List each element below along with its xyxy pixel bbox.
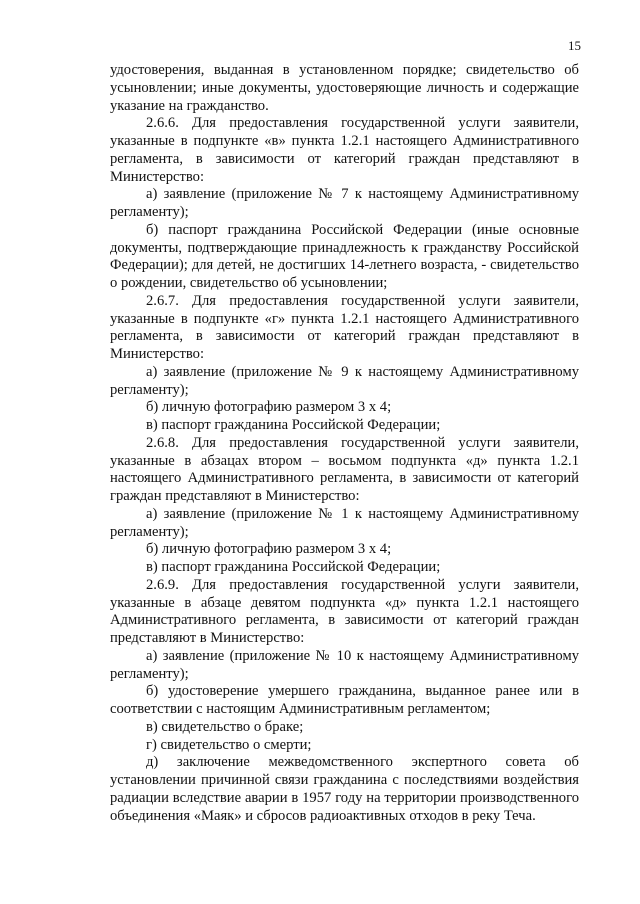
list-item-c: в) паспорт гражданина Российской Федерации; (146, 417, 441, 433)
document-body (110, 62, 579, 825)
list-item-d: г) свидетельство о смерти; (146, 736, 312, 753)
paragraph-2-6-9: 2.6.9. Для предоставления государственной услуги заявители, указанные в абзаце девятом подпункта «д» пункта 1.2.1 настоящего Административного регламента, в зависимости от категорий граждан представляют в Министерство: (110, 576, 579, 646)
list-item-b: б) личную фотографию размером 3 х 4; (146, 541, 392, 558)
paragraph-2-6-8: 2.6.8. Для предоставления государственной услуги заявители, указанные в абзацах втором – восьмом подпункта «д» пункта 1.2.1 настоящего Административного регламента, в зависимости от категорий граждан представляют в Министерство: (110, 434, 579, 504)
list-item-b: б) личную фотографию размером 3 х 4; (146, 399, 392, 416)
list-item-b: б) удостоверение умершего гражданина, выданное ранее или в соответствии с настоящим Административным регламентом; (110, 683, 579, 717)
paragraph-2-6-7: 2.6.7. Для предоставления государственной услуги заявители, указанные в подпункте «г» пункта 1.2.1 настоящего Административного регламента, в зависимости от категорий граждан представляют в Министерство: (110, 292, 579, 362)
list-item-a: а) заявление (приложение № 7 к настоящему Административному регламенту); (110, 186, 579, 220)
list-item-c: в) паспорт гражданина Российской Федерации; (146, 559, 441, 575)
paragraph-continuation: удостоверения, выданная в установленном порядке; свидетельство об усыновлении; иные документы, удостоверяющие личность и содержащие указание на гражданство. (110, 62, 579, 114)
list-item-c: в) свидетельство о браке; (146, 718, 304, 735)
list-item-b: б) паспорт гражданина Российской Федерации (иные основные документы, подтверждающие принадлежность к гражданству Российской Федерации); для детей, не достигших 14-летнего возраста, - свидетельство о рождении, свидетельство об усыновлении; (110, 221, 579, 291)
paragraph-2-6-6: 2.6.6. Для предоставления государственной услуги заявители, указанные в подпункте «в» пункта 1.2.1 настоящего Административного регламента, в зависимости от категорий граждан представляют в Министерство: (110, 115, 579, 185)
list-item-e: д) заключение межведомственного экспертного совета об установлении причинной связи гражданина с последствиями воздействия радиации вследствие аварии в 1957 году на территории производственного объединения «Маяк» и сбросов радиоактивных отходов в реку Теча. (110, 754, 579, 824)
list-item-a: а) заявление (приложение № 10 к настоящему Административному регламенту); (110, 647, 579, 682)
list-item-a: а) заявление (приложение № 9 к настоящему Административному регламенту); (110, 363, 579, 398)
page-number: 15 (568, 38, 581, 53)
list-item-a: а) заявление (приложение № 1 к настоящему Административному регламенту); (110, 505, 579, 540)
